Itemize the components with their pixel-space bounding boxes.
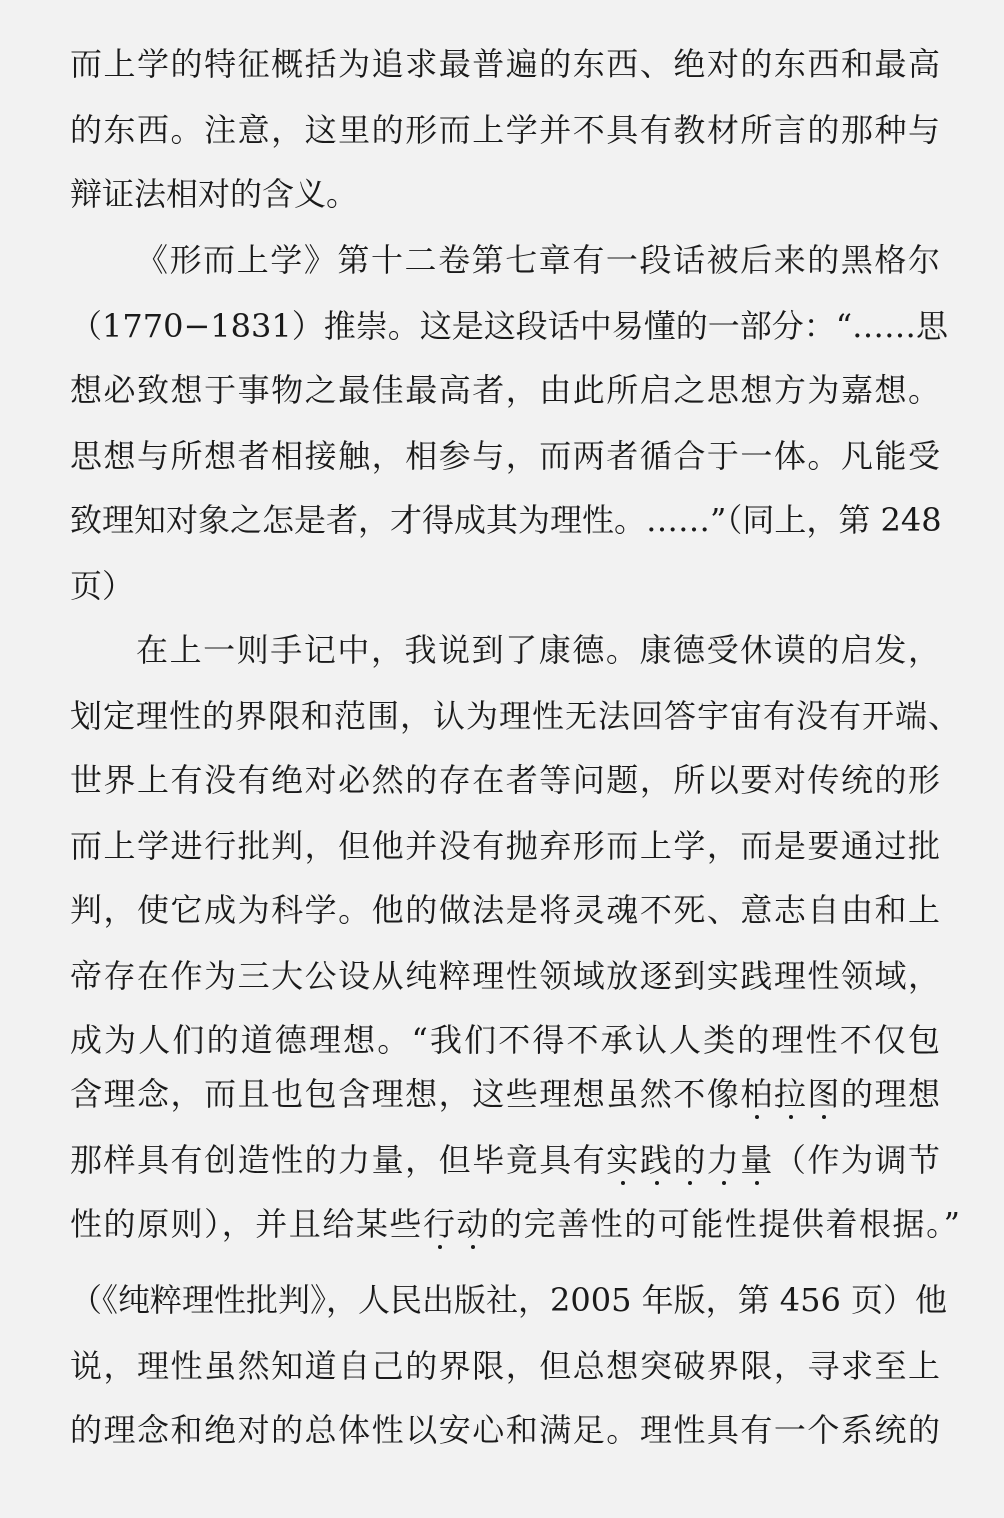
paragraph-3-line-4: 而上学进行批判，但他并没有抛弃形而上学，而是要通过批 — [70, 827, 940, 865]
line-8-text-before: 含理念，而且也包含理想，这些理想虽然不像 — [70, 1075, 741, 1113]
emphasis-char: 的 — [673, 1141, 707, 1179]
paragraph-1-line-3: 辩证法相对的含义。 — [70, 175, 359, 213]
emphasis-char: 拉 — [773, 1075, 808, 1113]
line-10-text-after: 的完善性的可能性提供着根据。” — [490, 1205, 960, 1243]
emphasis-char: 行 — [422, 1205, 457, 1243]
paragraph-1-line-1: 而上学的特征概括为追求最普遍的东西、绝对的东西和最高 — [70, 45, 940, 83]
paragraph-3-line-5: 判，使它成为科学。他的做法是将灵魂不死、意志自由和上 — [70, 891, 940, 929]
emphasis-char: 实 — [606, 1141, 640, 1179]
emphasis-char: 动 — [456, 1205, 491, 1243]
emphasis-char: 柏 — [740, 1075, 774, 1113]
paragraph-1-line-2: 的东西。注意，这里的形而上学并不具有教材所言的那种与 — [70, 111, 940, 149]
paragraph-3-line-1: 在上一则手记中，我说到了康德。康德受休谟的启发， — [136, 631, 940, 669]
paragraph-2-line-2: （1770−1831）推崇。这是这段话中易懂的一部分：“……思 — [70, 307, 949, 345]
paragraph-3-line-13: 的理念和绝对的总体性以安心和满足。理性具有一个系统的 — [70, 1411, 940, 1449]
paragraph-2-line-1: 《形而上学》第十二卷第七章有一段话被后来的黑格尔 — [136, 241, 940, 279]
paragraph-2-line-5: 致理知对象之怎是者，才得成其为理性。……”（同上，第 248 — [70, 501, 942, 539]
line-9-text-before: 那样具有创造性的力量，但毕竟具有 — [70, 1141, 607, 1179]
paragraph-2-line-3: 想必致想于事物之最佳最高者，由此所启之思想方为嘉想。 — [70, 371, 940, 409]
emphasis-char: 践 — [639, 1141, 674, 1179]
paragraph-3-line-7: 成为人们的道德理想。“我们不得不承认人类的理性不仅包 — [70, 1021, 940, 1059]
paragraph-2-line-4: 思想与所想者相接触，相参与，而两者循合于一体。凡能受 — [70, 437, 940, 475]
paragraph-2-line-6: 页） — [70, 567, 135, 605]
emphasis-char: 力 — [706, 1141, 741, 1179]
line-9-text-after: （作为调节 — [773, 1141, 940, 1179]
emphasis-char: 量 — [740, 1141, 774, 1179]
line-8-text-after: 的理想 — [840, 1075, 940, 1113]
paragraph-3-line-8 — [70, 1074, 940, 1114]
paragraph-3-line-12: 说，理性虽然知道自己的界限，但总想突破界限，寻求至上 — [70, 1347, 940, 1385]
paragraph-3-line-9 — [70, 1140, 940, 1180]
emphasis-char: 图 — [807, 1075, 841, 1113]
paragraph-3-line-3: 世界上有没有绝对必然的存在者等问题，所以要对传统的形 — [70, 761, 940, 799]
paragraph-3-line-6: 帝存在作为三大公设从纯粹理性领域放逐到实践理性领域， — [70, 957, 940, 995]
line-10-text-before: 性的原则），并且给某些 — [70, 1205, 423, 1243]
paragraph-3-line-2: 划定理性的界限和范围，认为理性无法回答宇宙有没有开端、 — [70, 697, 960, 735]
paragraph-3-line-10 — [70, 1204, 960, 1244]
paragraph-3-line-11: （《纯粹理性批判》，人民出版社，2005 年版，第 456 页）他 — [70, 1281, 948, 1319]
